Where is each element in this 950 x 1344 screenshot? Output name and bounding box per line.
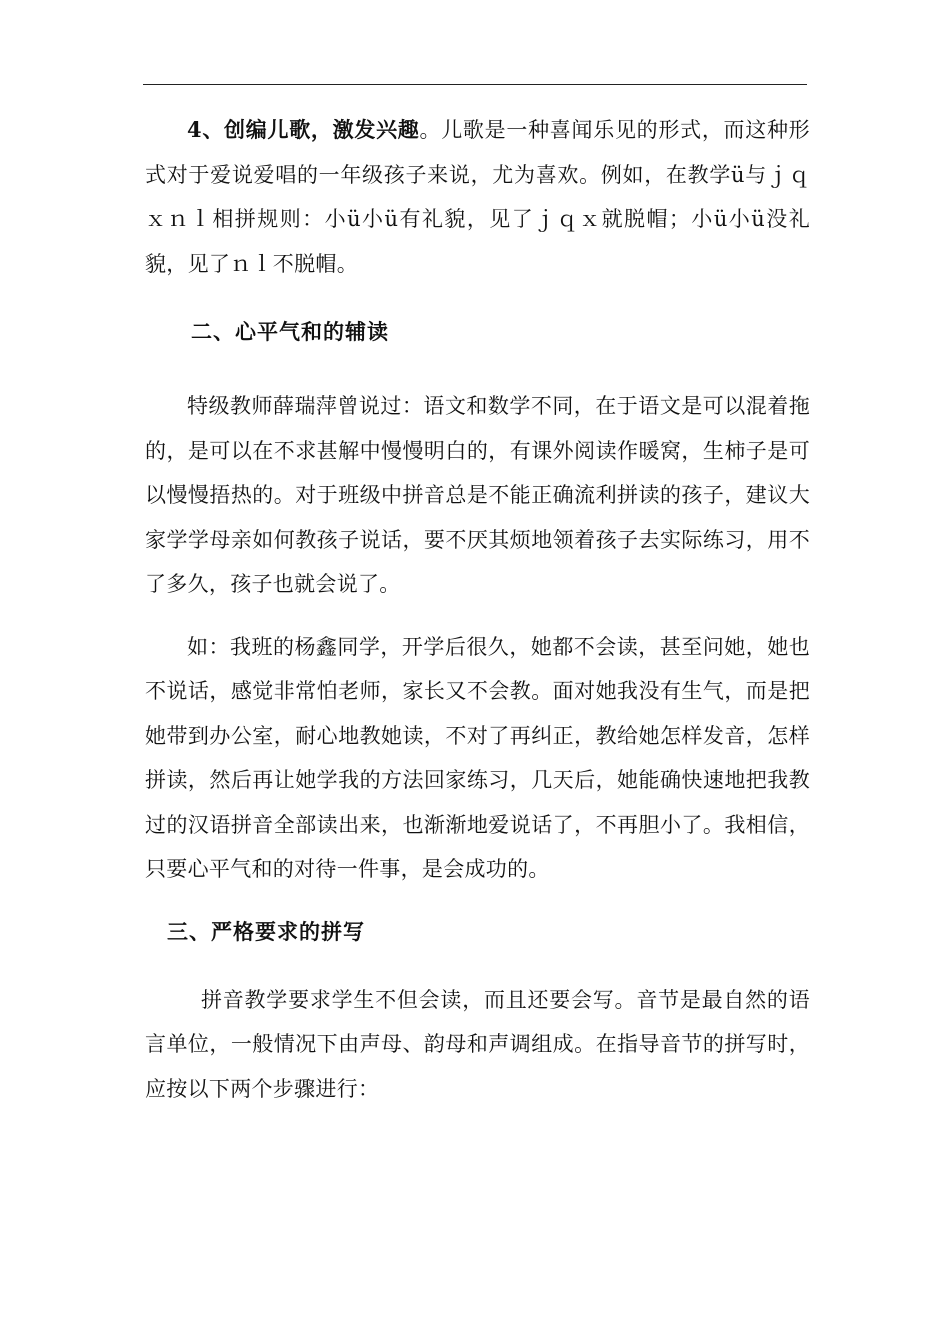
section-2-paragraph-1: 特级教师薛瑞萍曾说过：语文和数学不同，在于语文是可以混着拖的，是可以在不求甚解中慢慢明白的，有课外阅读作暖窝，生柿子是可以慢慢捂热的。对于班级中拼音总是不能正确流利拼读的孩子，建议大家学学母亲如何教孩子说话，要不厌其烦地领着孩子去实际练习，用不了多久，孩子也就会说了。 (145, 394, 810, 596)
section-heading-3: 三、严格要求的拼写 (167, 918, 365, 944)
section-2-paragraph-2: 如：我班的杨鑫同学，开学后很久，她都不会读，甚至问她，她也不说话，感觉非常怕老师，家长又不会教。面对她我没有生气，而是把她带到办公室，耐心地教她读，不对了再纠正，教给她怎样发音，怎样拼读，然后再让她学我的方法回家练习，几天后，她能确快速地把我教过的汉语拼音全部读出来，也渐渐地爱说话了，不再胆小了。我相信，只要心平气和的对待一件事，是会成功的。 (145, 634, 810, 881)
section-3-paragraph-1: 拼音教学要求学生不但会读，而且还要会写。音节是最自然的语言单位，一般情况下由声母、韵母和声调组成。在指导音节的拼写时，应按以下两个步骤进行： (145, 987, 810, 1101)
item-4-text: 。儿歌是一种喜闻乐见的形式，而这种形式对于爱说爱唱的一年级孩子来说，尤为喜欢。例如，在教学ü与ｊｑｘｎｌ相拼规则：小ü小ü有礼貌，见了ｊｑｘ就脱帽；小ü小ü没礼貌，见了ｎｌ不脱帽。 (145, 118, 810, 276)
section-heading-2: 二、心平气和的辅读 (191, 319, 389, 344)
header-rule (143, 84, 807, 85)
item-4-lead: 4、创编儿歌，激发兴趣 (187, 117, 420, 142)
item-4-paragraph (145, 108, 810, 286)
document-body (145, 108, 810, 1111)
